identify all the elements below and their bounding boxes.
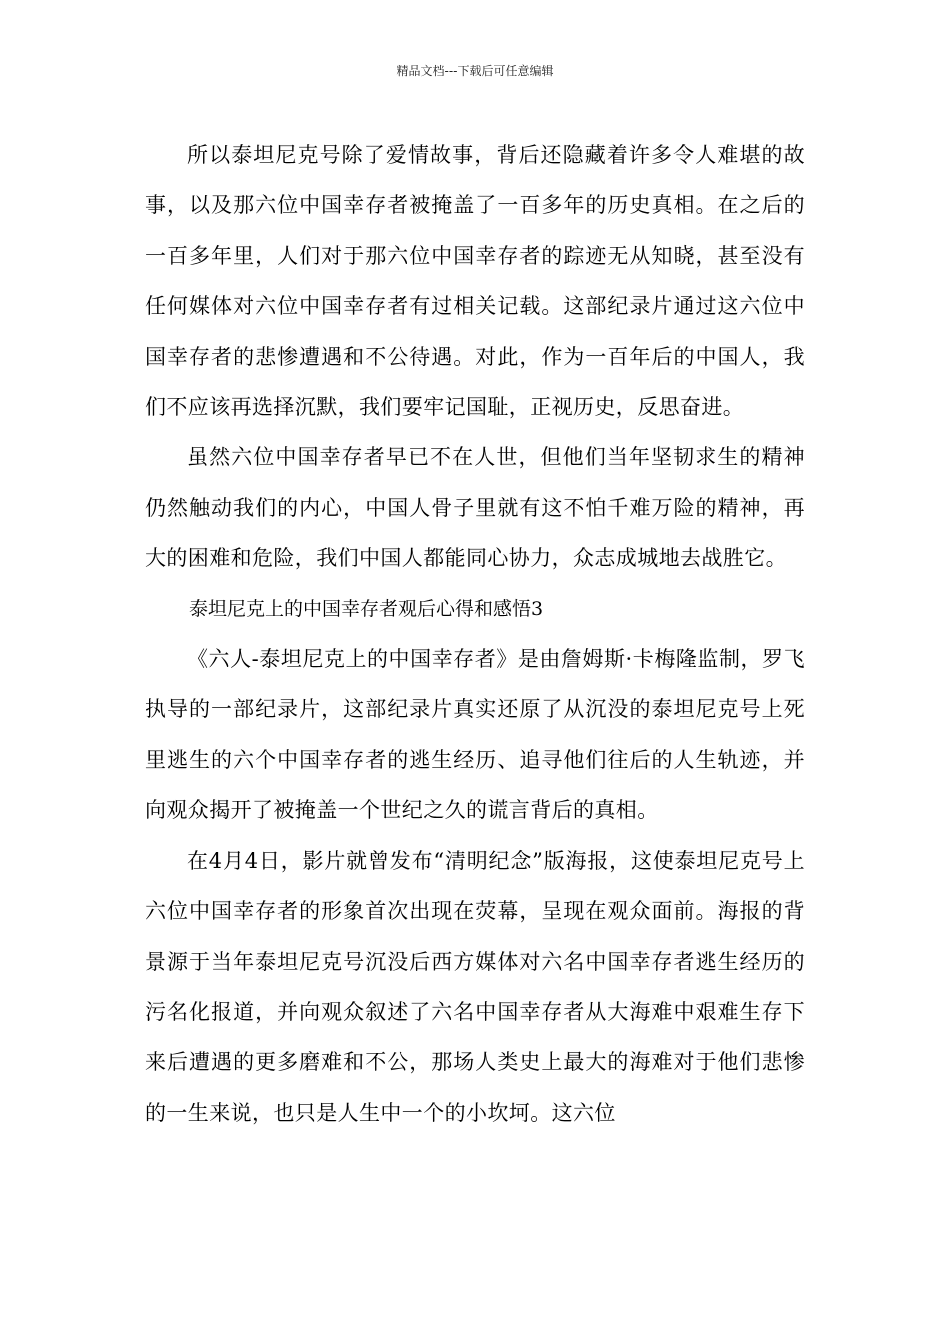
document-body	[145, 130, 805, 1138]
page-header: 精品文档---下载后可任意编辑	[396, 64, 554, 78]
paragraph-2: 虽然六位中国幸存者早已不在人世，但他们当年坚韧求生的精神仍然触动我们的内心，中国人骨子里就有这不怕千难万险的精神，再大的困难和危险，我们中国人都能同心协力，众志成城地去战胜它。	[145, 445, 805, 571]
paragraph-4: 在4月4日，影片就曾发布“清明纪念”版海报，这使泰坦尼克号上六位中国幸存者的形象首次出现在荧幕，呈现在观众面前。海报的背景源于当年泰坦尼克号沉没后西方媒体对六名中国幸存者逃生经历的污名化报道，并向观众叙述了六名中国幸存者从大海难中艰难生存下来后遭遇的更多磨难和不公，那场人类史上最大的海难对于他们悲惨的一生来说，也只是人生中一个的小坎坷。这六位	[145, 848, 805, 1125]
paragraph-1: 所以泰坦尼克号除了爱情故事，背后还隐藏着许多令人难堪的故事，以及那六位中国幸存者被掩盖了一百多年的历史真相。在之后的一百多年里，人们对于那六位中国幸存者的踪迹无从知晓，甚至没有任何媒体对六位中国幸存者有过相关记载。这部纪录片通过这六位中国幸存者的悲惨遭遇和不公待遇。对此，作为一百年后的中国人，我们不应该再选择沉默，我们要牢记国耻，正视历史，反思奋进。	[145, 143, 805, 420]
paragraph-3: 《六人-泰坦尼克上的中国幸存者》是由詹姆斯·卡梅隆监制，罗飞执导的一部纪录片，这部纪录片真实还原了从沉没的泰坦尼克号上死里逃生的六个中国幸存者的逃生经历、追寻他们往后的人生轨迹，并向观众揭开了被掩盖一个世纪之久的谎言背后的真相。	[145, 647, 805, 823]
section-heading: 泰坦尼克上的中国幸存者观后心得和感悟3	[189, 597, 544, 620]
